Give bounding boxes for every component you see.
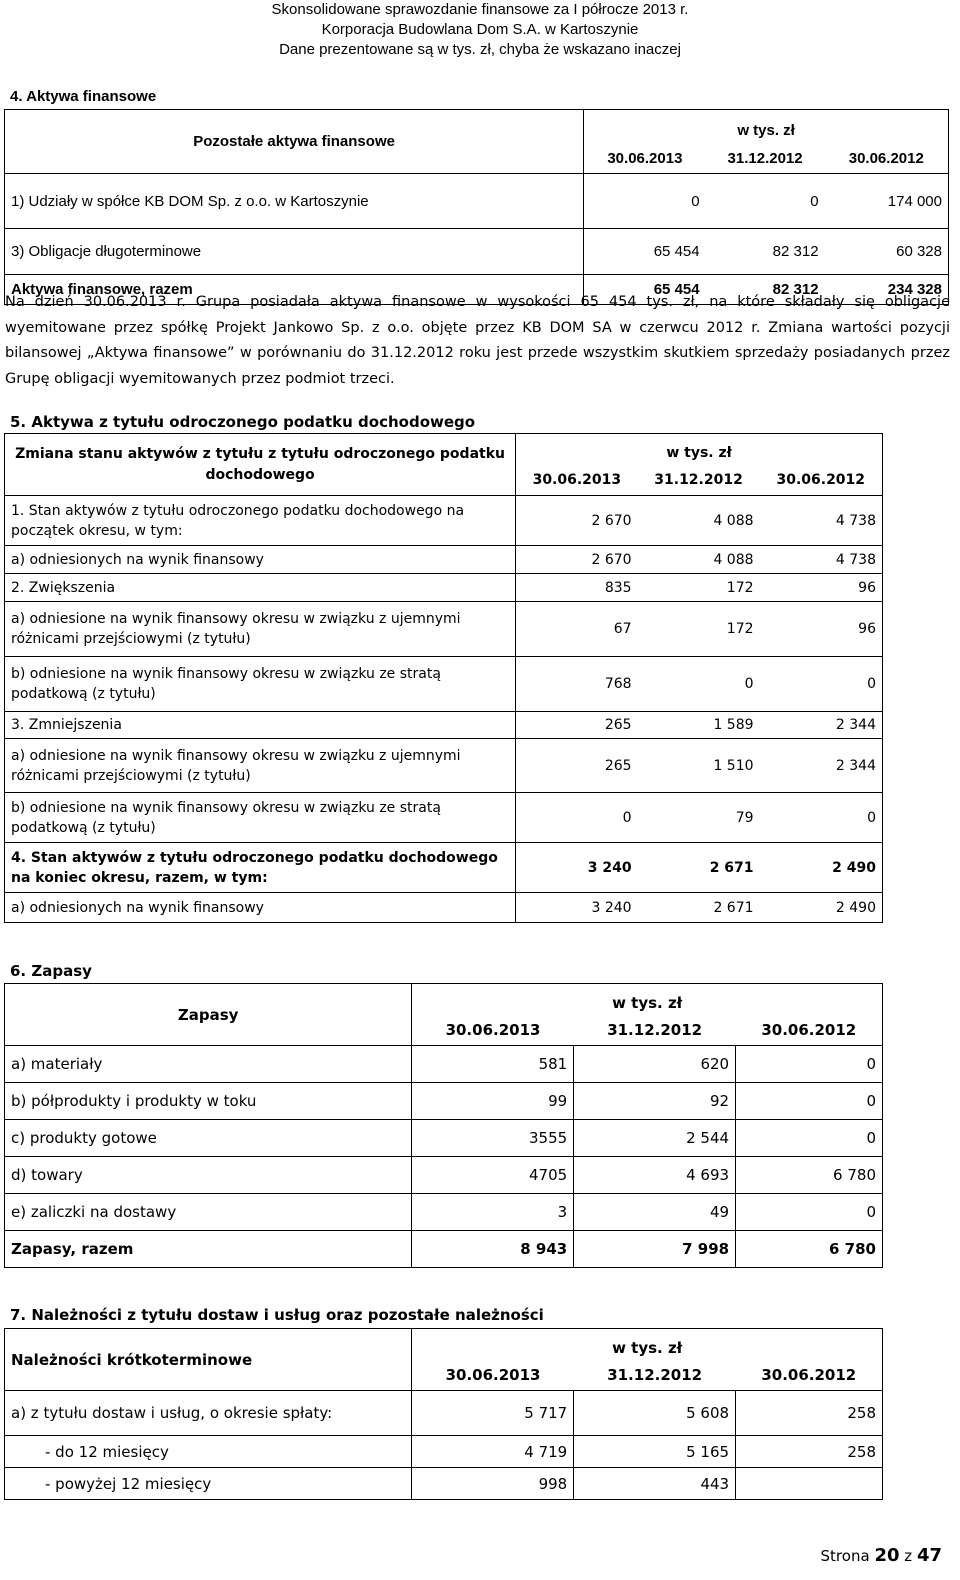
- cell: 0: [584, 174, 706, 229]
- cell: 96: [760, 602, 883, 657]
- col-header: 31.12.2012: [574, 1016, 736, 1046]
- row-label: 3) Obligacje długoterminowe: [5, 229, 584, 275]
- cell: 79: [638, 793, 760, 843]
- table-row: [5, 657, 883, 712]
- cell: 2 344: [760, 712, 883, 739]
- cell: 3 240: [516, 843, 638, 893]
- cell: 0: [736, 1046, 883, 1083]
- row-label: - do 12 miesięcy: [5, 1436, 412, 1468]
- cell: 265: [516, 712, 638, 739]
- cell: [736, 1468, 883, 1500]
- cell: 8 943: [412, 1231, 574, 1268]
- col-header: 31.12.2012: [706, 144, 825, 174]
- row-label: a) z tytułu dostaw i usług, o okresie spłaty:: [5, 1391, 412, 1436]
- table-row: [5, 229, 949, 275]
- cell: 2 490: [760, 843, 883, 893]
- cell: 4 088: [638, 496, 760, 546]
- table-row: [5, 1391, 883, 1436]
- cell: 2 671: [638, 843, 760, 893]
- cell: 2 671: [638, 893, 760, 923]
- cell: 2 670: [516, 496, 638, 546]
- cell: 4705: [412, 1157, 574, 1194]
- col-header: 30.06.2013: [412, 1361, 574, 1391]
- row-label: 1. Stan aktywów z tytułu odroczonego podatku dochodowego na początek okresu, w tym:: [5, 496, 516, 546]
- section-4-paragraph: Na dzień 30.06.2013 r. Grupa posiadała aktywa finansowe w wysokości 65 454 tys. zł, na które składały się obligacje wyemitowane przez spółkę Projekt Jankowo Sp. z o.o. objęte przez KB DOM SA w czerwcu 2012 r. Zmiana wartości pozycji bilansowej „Aktywa finansowe” w porównaniu do 31.12.2012 roku jest przede wszystkim skutkiem sprzedaży posiadanych przez Grupę obligacji wyemitowanych przez podmiot trzeci.: [5, 294, 950, 387]
- col-header: 30.06.2012: [825, 144, 949, 174]
- cell: 835: [516, 574, 638, 602]
- cell: 0: [760, 793, 883, 843]
- page-prefix: Strona: [820, 1547, 870, 1565]
- deferred-tax-table: [4, 433, 883, 923]
- cell: 4 693: [574, 1157, 736, 1194]
- cell: 172: [638, 574, 760, 602]
- cell: 60 328: [825, 229, 949, 275]
- table-row: [5, 1468, 883, 1500]
- cell: 174 000: [825, 174, 949, 229]
- unit-label: w tys. zł: [412, 984, 883, 1016]
- cell: 67: [516, 602, 638, 657]
- cell: 0: [736, 1120, 883, 1157]
- cell: 65 454: [584, 229, 706, 275]
- row-label: Zapasy, razem: [5, 1231, 412, 1268]
- table-total-row: [5, 1231, 883, 1268]
- cell: 4 719: [412, 1436, 574, 1468]
- col-header: 30.06.2012: [760, 466, 883, 496]
- row-label: a) odniesione na wynik finansowy okresu w związku z ujemnymi różnicami przejściowymi (z tytułu): [5, 739, 516, 793]
- table-row: [5, 793, 883, 843]
- cell: 3: [412, 1194, 574, 1231]
- cell: 3555: [412, 1120, 574, 1157]
- table-row: [5, 602, 883, 657]
- table-row: [5, 1157, 883, 1194]
- cell: 998: [412, 1468, 574, 1500]
- section-4-title: 4. Aktywa finansowe: [10, 88, 157, 105]
- table-row: [5, 712, 883, 739]
- cell: 6 780: [736, 1157, 883, 1194]
- cell: 2 490: [760, 893, 883, 923]
- section-7-title: 7. Należności z tytułu dostaw i usług oraz pozostałe należności: [10, 1306, 544, 1324]
- current-page: 20: [874, 1545, 900, 1566]
- unit-label: w tys. zł: [584, 110, 949, 144]
- cell: 0: [736, 1194, 883, 1231]
- row-label: d) towary: [5, 1157, 412, 1194]
- cell: 99: [412, 1083, 574, 1120]
- page-number: [821, 1545, 942, 1566]
- row-label: a) odniesionych na wynik finansowy: [5, 546, 516, 574]
- table-row: [5, 1083, 883, 1120]
- col-header: 30.06.2013: [584, 144, 706, 174]
- table-caption: Pozostałe aktywa finansowe: [5, 110, 584, 174]
- cell: 443: [574, 1468, 736, 1500]
- cell: 82 312: [706, 229, 825, 275]
- cell: 0: [516, 793, 638, 843]
- col-header: 30.06.2012: [736, 1016, 883, 1046]
- table-caption: Należności krótkoterminowe: [5, 1329, 412, 1391]
- row-label: b) odniesione na wynik finansowy okresu w związku ze stratą podatkową (z tytułu): [5, 793, 516, 843]
- table-row: [5, 546, 883, 574]
- cell: 92: [574, 1083, 736, 1120]
- cell: 0: [736, 1083, 883, 1120]
- header-line-2: Korporacja Budowlana Dom S.A. w Kartoszynie: [321, 21, 639, 38]
- section-6-title: 6. Zapasy: [10, 962, 92, 980]
- cell: 0: [638, 657, 760, 712]
- page-header: [0, 0, 960, 60]
- cell: 234 328: [825, 275, 949, 305]
- col-header: 31.12.2012: [574, 1361, 736, 1391]
- row-label: 3. Zmniejszenia: [5, 712, 516, 739]
- cell: 5 717: [412, 1391, 574, 1436]
- row-label: e) zaliczki na dostawy: [5, 1194, 412, 1231]
- row-label: b) odniesione na wynik finansowy okresu w związku ze stratą podatkową (z tytułu): [5, 657, 516, 712]
- cell: 82 312: [706, 275, 825, 305]
- row-label: a) materiały: [5, 1046, 412, 1083]
- cell: 581: [412, 1046, 574, 1083]
- table-row: [5, 174, 949, 229]
- cell: 4 738: [760, 546, 883, 574]
- col-header: 31.12.2012: [638, 466, 760, 496]
- cell: 2 344: [760, 739, 883, 793]
- table-row: [5, 1120, 883, 1157]
- row-label: c) produkty gotowe: [5, 1120, 412, 1157]
- financial-assets-table: [4, 109, 949, 305]
- row-label: 1) Udziały w spółce KB DOM Sp. z o.o. w Kartoszynie: [5, 174, 584, 229]
- col-header: 30.06.2012: [736, 1361, 883, 1391]
- cell: 4 088: [638, 546, 760, 574]
- inventory-table: [4, 983, 883, 1268]
- cell: 1 510: [638, 739, 760, 793]
- table-caption: Zapasy: [5, 984, 412, 1046]
- table-row: [5, 893, 883, 923]
- total-pages: 47: [916, 1545, 942, 1566]
- unit-label: w tys. zł: [516, 434, 883, 466]
- cell: 258: [736, 1436, 883, 1468]
- page-sep: z: [904, 1547, 913, 1565]
- row-label: 4. Stan aktywów z tytułu odroczonego podatku dochodowego na koniec okresu, razem, w tym:: [5, 843, 516, 893]
- col-header: 30.06.2013: [516, 466, 638, 496]
- cell: 258: [736, 1391, 883, 1436]
- table-row: [5, 1194, 883, 1231]
- table-row: [5, 1436, 883, 1468]
- cell: 0: [706, 174, 825, 229]
- row-label: a) odniesionych na wynik finansowy: [5, 893, 516, 923]
- col-header: 30.06.2013: [412, 1016, 574, 1046]
- table-total-row: [5, 843, 883, 893]
- cell: 620: [574, 1046, 736, 1083]
- section-5-title: 5. Aktywa z tytułu odroczonego podatku dochodowego: [10, 413, 476, 431]
- cell: 7 998: [574, 1231, 736, 1268]
- cell: 65 454: [584, 275, 706, 305]
- cell: 3 240: [516, 893, 638, 923]
- cell: 768: [516, 657, 638, 712]
- cell: 1 589: [638, 712, 760, 739]
- row-label: 2. Zwiększenia: [5, 574, 516, 602]
- cell: 0: [760, 657, 883, 712]
- table-row: [5, 496, 883, 546]
- cell: 5 165: [574, 1436, 736, 1468]
- header-line-1: Skonsolidowane sprawozdanie finansowe za I półrocze 2013 r.: [271, 1, 689, 18]
- cell: 2 670: [516, 546, 638, 574]
- cell: 265: [516, 739, 638, 793]
- table-caption: Zmiana stanu aktywów z tytułu z tytułu odroczonego podatku dochodowego: [5, 434, 516, 496]
- cell: 172: [638, 602, 760, 657]
- receivables-table: [4, 1328, 883, 1500]
- header-line-3: Dane prezentowane są w tys. zł, chyba że wskazano inaczej: [279, 41, 681, 58]
- row-label: - powyżej 12 miesięcy: [5, 1468, 412, 1500]
- table-row: [5, 739, 883, 793]
- unit-label: w tys. zł: [412, 1329, 883, 1361]
- row-label: a) odniesione na wynik finansowy okresu w związku z ujemnymi różnicami przejściowymi (z tytułu): [5, 602, 516, 657]
- cell: 49: [574, 1194, 736, 1231]
- table-row: [5, 1046, 883, 1083]
- cell: 5 608: [574, 1391, 736, 1436]
- cell: 6 780: [736, 1231, 883, 1268]
- cell: 96: [760, 574, 883, 602]
- table-row: [5, 574, 883, 602]
- row-label: b) półprodukty i produkty w toku: [5, 1083, 412, 1120]
- cell: 2 544: [574, 1120, 736, 1157]
- cell: 4 738: [760, 496, 883, 546]
- row-label: Aktywa finansowe, razem: [5, 275, 584, 305]
